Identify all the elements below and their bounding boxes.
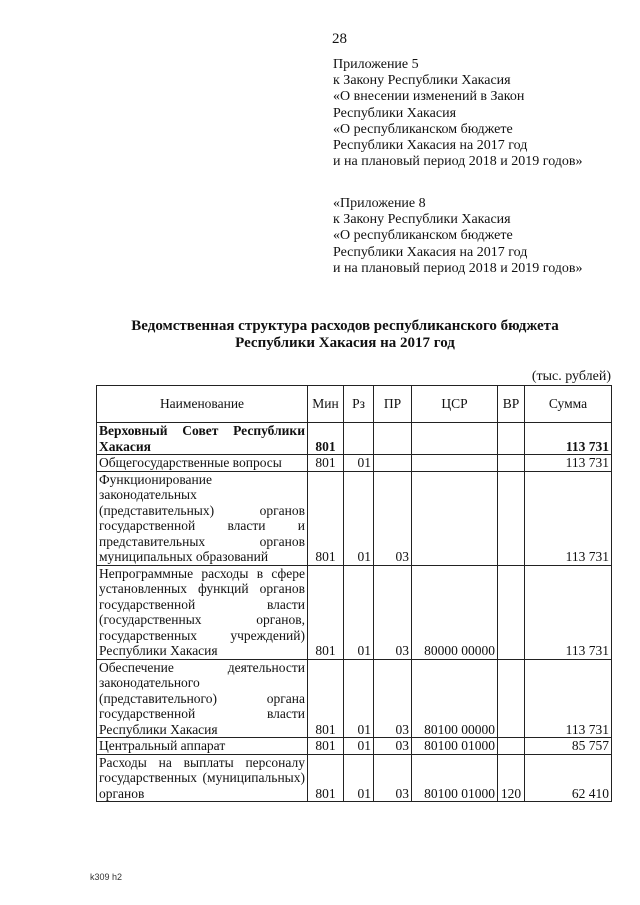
header-rz: Рз [344,386,374,423]
annex-line: «О республиканском бюджете [333,228,513,244]
cell-rz: 01 [344,471,374,565]
cell-sum: 62 410 [525,754,612,802]
cell-min: 801 [308,423,344,455]
units-label: (тыс. рублей) [531,369,611,384]
annex-line: к Закону Республики Хакасия [333,73,511,89]
table-row [97,423,612,455]
cell-vr [498,659,525,738]
cell-csr [412,471,498,565]
document-title [100,318,590,352]
header-sum: Сумма [525,386,612,423]
cell-csr: 80100 01000 [412,738,498,755]
table-body [97,423,612,802]
cell-csr [412,455,498,472]
cell-sum: 113 731 [525,455,612,472]
cell-vr [498,423,525,455]
footer-code: k309 h2 [90,872,123,882]
cell-name: Общегосударственные вопросы [97,455,308,472]
cell-pr [374,423,412,455]
cell-vr [498,455,525,472]
annex-line: к Закону Республики Хакасия [333,212,511,228]
title-line: Ведомственная структура расходов республиканского бюджета [131,318,559,334]
cell-name: Непрограммные расходы в сфере установленных функций органов государственной власти (государственных органов, государственных учреждений) Республики Хакасия [97,565,308,659]
annex-line: «О внесении изменений в Закон [333,89,525,105]
cell-name: Центральный аппарат [97,738,308,755]
table-row [97,738,612,755]
budget-table [96,385,612,802]
cell-rz: 01 [344,754,374,802]
cell-rz: 01 [344,565,374,659]
page-number: 28 [332,31,347,47]
cell-rz: 01 [344,659,374,738]
cell-sum: 113 731 [525,471,612,565]
header-pr: ПР [374,386,412,423]
cell-sum: 113 731 [525,565,612,659]
cell-vr [498,565,525,659]
annex-8-header [333,196,583,277]
annex-line: Приложение 5 [333,57,419,72]
cell-pr: 03 [374,754,412,802]
annex-line: «Приложение 8 [333,196,426,211]
cell-min: 801 [308,659,344,738]
cell-pr: 03 [374,471,412,565]
cell-min: 801 [308,565,344,659]
cell-name: Обеспечение деятельности законодательного (представительного) органа государственной власти Республики Хакасия [97,659,308,738]
annex-line: и на плановый период 2018 и 2019 годов» [333,154,583,170]
table-row [97,659,612,738]
cell-csr [412,423,498,455]
header-name: Наименование [97,386,308,423]
header-min: Мин [308,386,344,423]
cell-min: 801 [308,471,344,565]
annex-line: Республики Хакасия на 2017 год [333,244,528,260]
cell-pr [374,455,412,472]
cell-min: 801 [308,738,344,755]
annex-line: «О республиканском бюджете [333,121,513,137]
cell-sum: 113 731 [525,659,612,738]
cell-csr: 80100 00000 [412,659,498,738]
cell-pr: 03 [374,659,412,738]
cell-name: Верховный Совет Республики Хакасия [97,423,308,455]
annex-5-header [333,57,583,170]
cell-min: 801 [308,455,344,472]
table-header-row [97,386,612,423]
cell-vr [498,471,525,565]
cell-rz: 01 [344,738,374,755]
annex-line: и на плановый период 2018 и 2019 годов» [333,260,583,276]
cell-csr: 80100 01000 [412,754,498,802]
table-row [97,455,612,472]
table-row [97,565,612,659]
cell-name: Расходы на выплаты персоналу государственных (муниципальных) органов [97,754,308,802]
header-csr: ЦСР [412,386,498,423]
cell-pr: 03 [374,565,412,659]
cell-min: 801 [308,754,344,802]
cell-sum: 113 731 [525,423,612,455]
cell-rz: 01 [344,455,374,472]
cell-csr: 80000 00000 [412,565,498,659]
title-line: Республики Хакасия на 2017 год [235,335,455,351]
cell-sum: 85 757 [525,738,612,755]
annex-line: Республики Хакасия на 2017 год [333,138,528,154]
cell-rz [344,423,374,455]
cell-vr [498,738,525,755]
cell-vr: 120 [498,754,525,802]
header-vr: ВР [498,386,525,423]
annex-line: Республики Хакасия [333,105,457,121]
cell-name: Функционирование законодательных (представительных) органов государственной власти и представительных органов муниципальных образований [97,471,308,565]
table-row [97,754,612,802]
table-row [97,471,612,565]
cell-pr: 03 [374,738,412,755]
